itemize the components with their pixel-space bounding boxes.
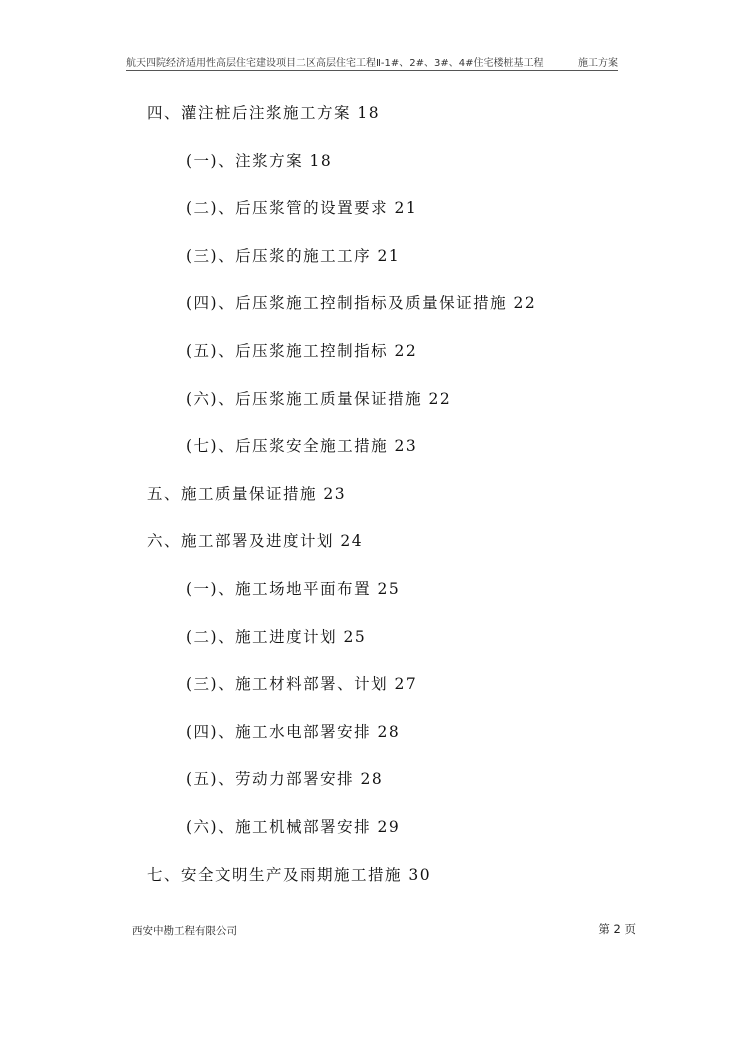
toc-entry[interactable]: (五)、后压浆施工控制指标 22 — [186, 342, 418, 360]
toc-entry[interactable]: 五、施工质量保证措施 23 — [147, 485, 347, 503]
toc-entry[interactable]: (一)、注浆方案 18 — [186, 152, 333, 170]
toc-entry[interactable]: (三)、施工材料部署、计划 27 — [186, 675, 418, 693]
toc-entry[interactable]: (三)、后压浆的施工工序 21 — [186, 247, 401, 265]
page-header — [126, 50, 618, 71]
toc-entry[interactable]: 六、施工部署及进度计划 24 — [147, 532, 364, 550]
toc-entry[interactable]: (七)、后压浆安全施工措施 23 — [186, 437, 418, 455]
header-project-title: 航天四院经济适用性高层住宅建设项目二区高层住宅工程Ⅱ-1#、2#、3#、4#住宅楼桩基工程 — [126, 58, 544, 69]
toc-entry[interactable]: (六)、施工机械部署安排 29 — [186, 818, 401, 836]
toc-entry[interactable]: (四)、施工水电部署安排 28 — [186, 723, 401, 741]
toc-entry[interactable]: (一)、施工场地平面布置 25 — [186, 580, 401, 598]
toc-entry[interactable]: 四、灌注桩后注浆施工方案 18 — [147, 104, 381, 122]
toc-entry[interactable]: (二)、后压浆管的设置要求 21 — [186, 199, 418, 217]
toc-entry[interactable]: (五)、劳动力部署安排 28 — [186, 770, 384, 788]
toc-entry[interactable]: (二)、施工进度计划 25 — [186, 628, 367, 646]
header-document-type: 施工方案 — [578, 58, 618, 69]
footer-company-name: 西安中勘工程有限公司 — [132, 925, 237, 937]
toc-entry[interactable]: 七、安全文明生产及雨期施工措施 30 — [147, 866, 432, 884]
toc-entry[interactable]: (六)、后压浆施工质量保证措施 22 — [186, 390, 452, 408]
toc-entry[interactable]: (四)、后压浆施工控制指标及质量保证措施 22 — [186, 294, 537, 312]
page-number: 第 2 页 — [598, 922, 636, 936]
page-footer — [132, 921, 636, 937]
